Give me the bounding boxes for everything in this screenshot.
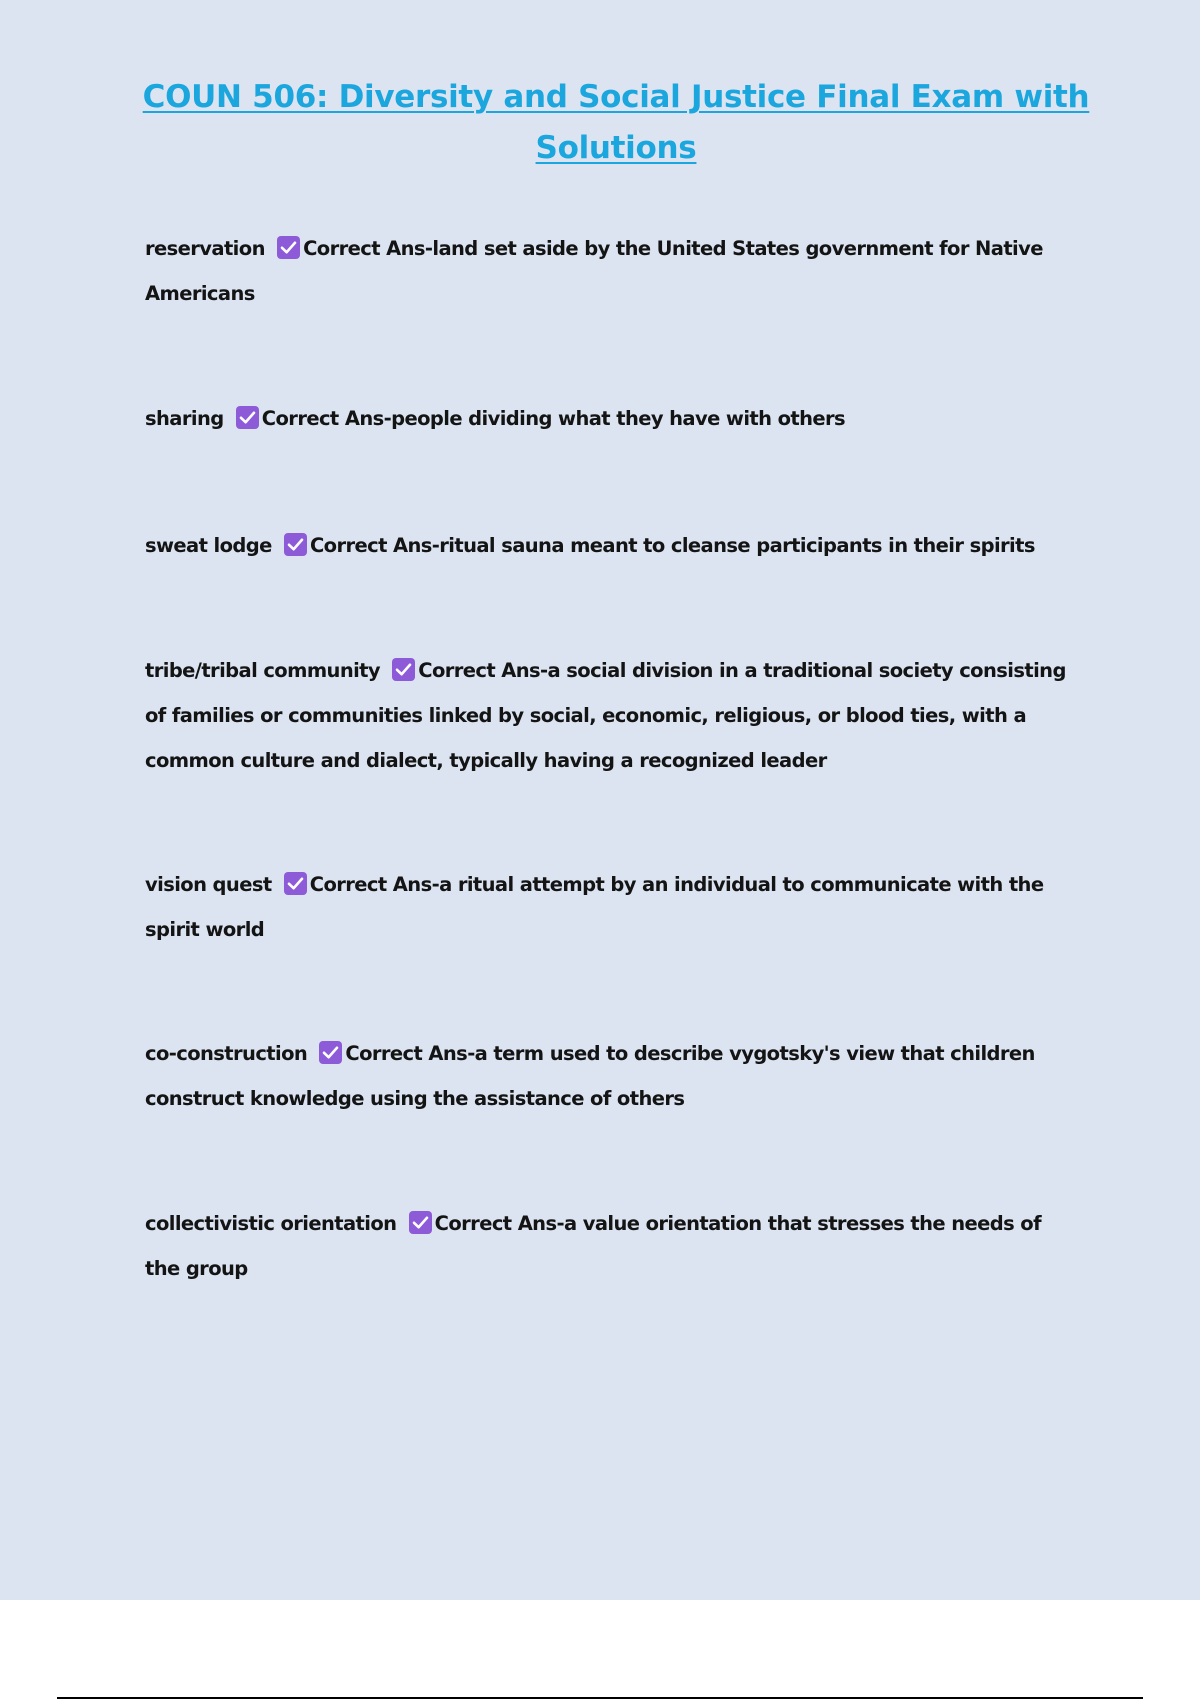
checkmark-icon bbox=[277, 236, 300, 259]
entry-answer: Correct Ans-a term used to describe vygotsky's view that children construct knowledge using the assistance of others bbox=[145, 1042, 1035, 1110]
flashcard-entry bbox=[145, 523, 1075, 568]
entry-term: tribe/tribal community bbox=[145, 659, 381, 682]
flashcard-entry bbox=[145, 648, 1075, 783]
flashcard-entry bbox=[145, 226, 1075, 316]
checkmark-icon bbox=[284, 533, 307, 556]
checkmark-icon bbox=[392, 658, 415, 681]
entry-answer: Correct Ans-people dividing what they have with others bbox=[261, 407, 846, 430]
footer-divider bbox=[57, 1697, 1143, 1699]
entry-term: vision quest bbox=[145, 873, 272, 896]
document-title: COUN 506: Diversity and Social Justice Final Exam with Solutions bbox=[142, 79, 1090, 166]
entry-term: collectivistic orientation bbox=[145, 1212, 397, 1235]
entry-answer: Correct Ans-a value orientation that stresses the needs of the group bbox=[145, 1212, 1041, 1280]
flashcard-entry bbox=[145, 862, 1075, 952]
checkmark-icon bbox=[236, 406, 259, 429]
checkmark-icon bbox=[284, 872, 307, 895]
entry-answer: Correct Ans-a social division in a traditional society consisting of families or communities linked by social, economic, religious, or blood ties, with a common culture and dialect, typically having a recognized leader bbox=[145, 659, 1066, 772]
entry-term: sweat lodge bbox=[145, 534, 272, 557]
flashcard-entry bbox=[145, 396, 1075, 441]
entry-term: co-construction bbox=[145, 1042, 308, 1065]
checkmark-icon bbox=[319, 1041, 342, 1064]
entry-answer: Correct Ans-ritual sauna meant to cleanse participants in their spirits bbox=[309, 534, 1035, 557]
entry-answer: Correct Ans-land set aside by the United States government for Native Americans bbox=[145, 237, 1043, 305]
checkmark-icon bbox=[409, 1211, 432, 1234]
entry-answer: Correct Ans-a ritual attempt by an individual to communicate with the spirit world bbox=[145, 873, 1044, 941]
flashcard-entry bbox=[145, 1031, 1075, 1121]
entry-term: reservation bbox=[145, 237, 265, 260]
entry-term: sharing bbox=[145, 407, 224, 430]
flashcard-entry bbox=[145, 1201, 1075, 1291]
